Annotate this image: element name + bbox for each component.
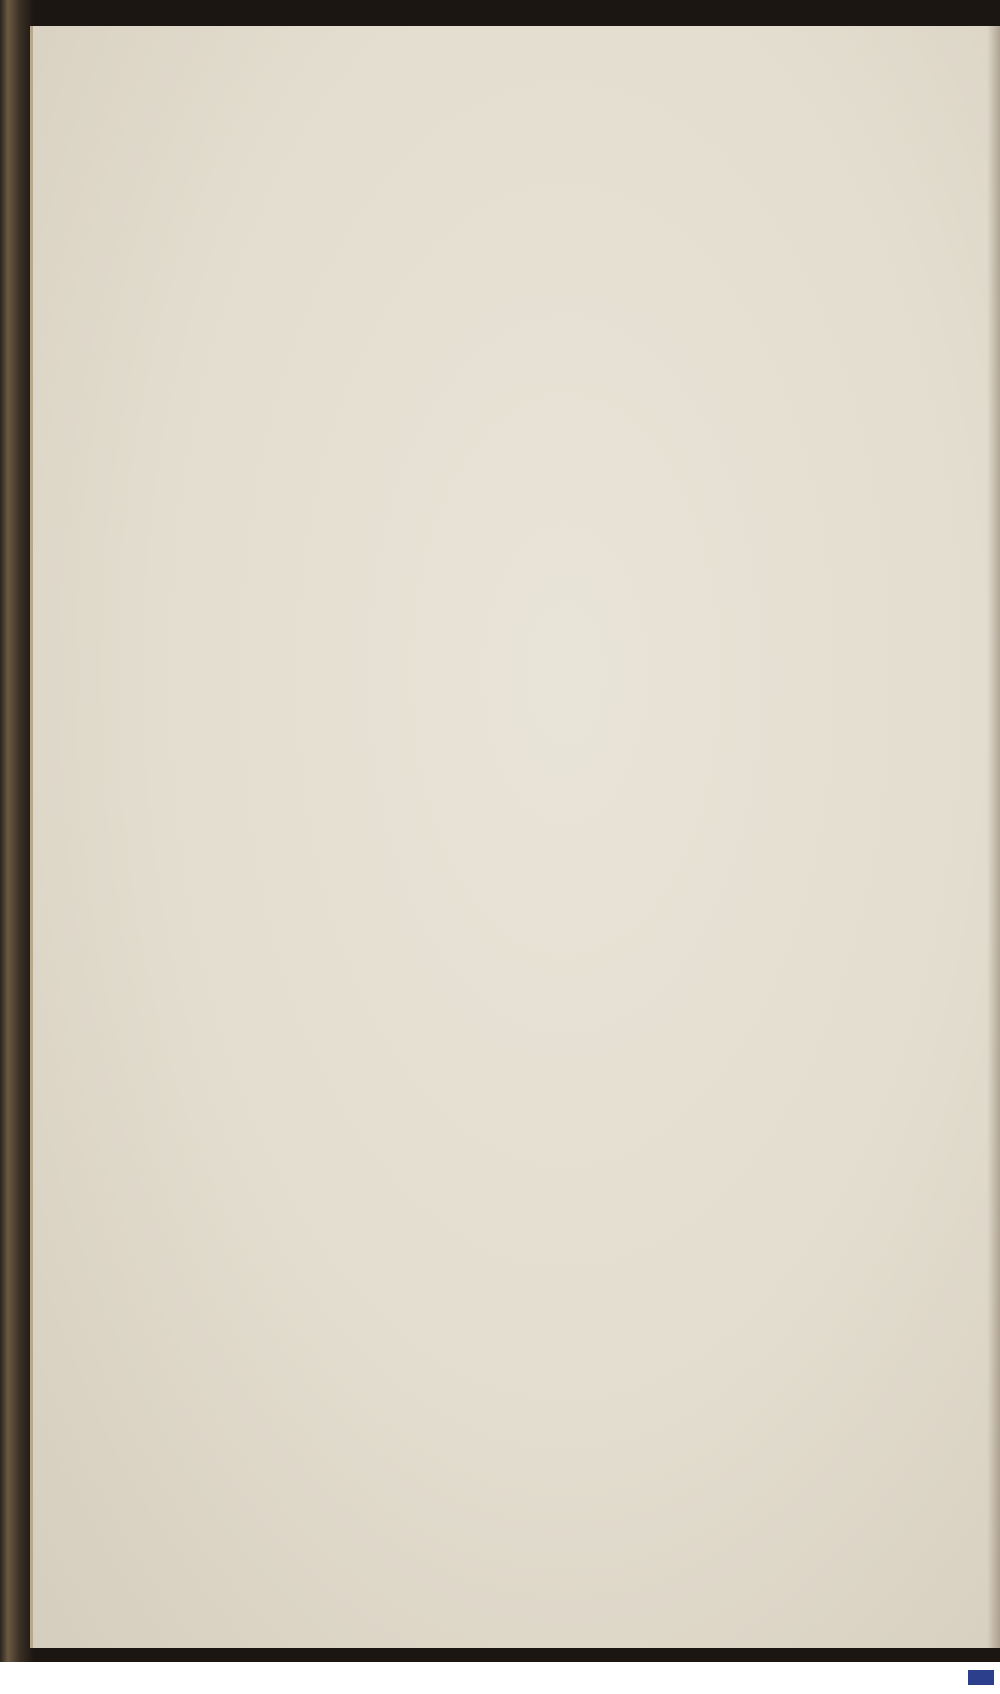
digitization-footer <box>0 1662 1000 1694</box>
page-edge-shadow <box>987 26 1000 1648</box>
catchword <box>300 380 900 424</box>
two-column-section <box>300 116 900 380</box>
running-head <box>300 70 900 116</box>
dfg-logo-icon <box>968 1670 994 1685</box>
text-block <box>300 70 900 424</box>
